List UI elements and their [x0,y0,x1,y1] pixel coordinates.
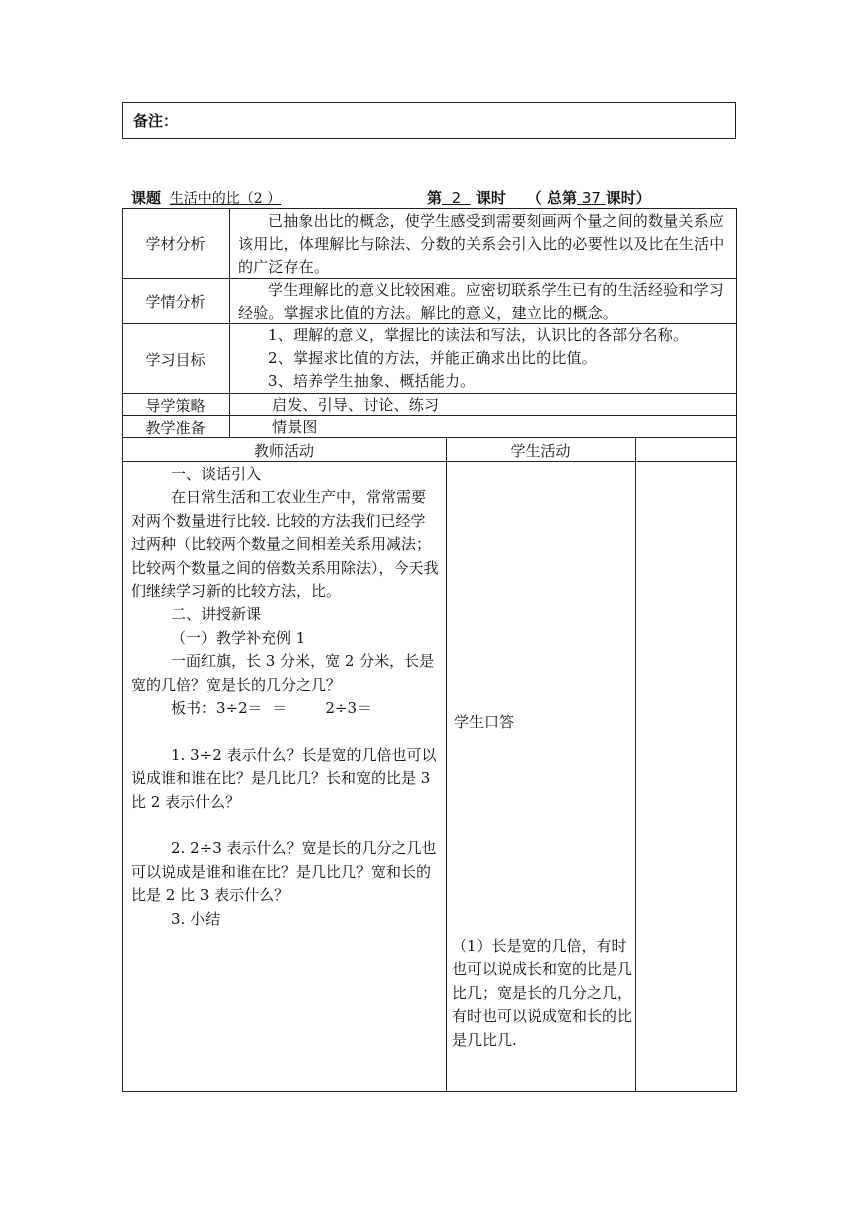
row-divider [122,461,737,462]
period-prefix: 第 [427,189,443,207]
period-suffix: 课时 [475,189,506,207]
summary-heading: 3. 小结 [171,909,221,928]
strategy-label: 导学策略 [145,397,206,415]
board-writing: 板书：3÷2＝ ＝ 2÷3＝ [171,699,372,718]
student-oral-answer: 学生口答 [454,713,515,731]
lesson-topic [131,187,281,208]
teacher-activity-header: 教师活动 [253,442,314,460]
lesson-period [427,187,651,208]
learning-goals-label: 学习目标 [145,351,206,369]
goal-item: 2、掌握求比值的方法，并能正确求出比的比值。 [268,349,597,367]
topic-label: 课题 [131,189,162,207]
period-number: 2 [451,189,462,207]
learner-analysis-text: 学生理解比的意义比较困难。应密切联系学生已有的生活经验和学习经验。掌握求比值的方法。解比的意义，建立比的概念。 [238,281,725,322]
material-analysis-text: 已抽象出比的概念，使学生感受到需要刻画两个量之间的数量关系应该用比，体理解比与除法、分数的关系会引入比的必要性以及比在生活中的广泛存在。 [238,212,725,276]
question-2: 2. 2÷3 表示什么？宽是长的几分之几也可以说成是谁和谁在比？是几比几？宽和长的比是 2 比 3 表示什么？ [131,839,437,905]
table-border-right [736,208,737,1092]
learning-goals-list [268,324,736,393]
total-prefix: （ 总第 [526,189,578,207]
section-title: 二、讲授新课 [171,605,262,624]
table-border-bottom [122,1091,737,1092]
preparation-text: 情景图 [272,418,318,436]
strategy-text: 启发、引导、讨论、练习 [272,396,440,414]
activity-column-divider [446,437,447,1092]
preparation-label: 教学准备 [145,419,206,437]
goal-item: 1、理解的意义，掌握比的读法和写法，认识比的各部分名称。 [268,326,689,344]
goal-item: 3、培养学生抽象、概括能力。 [268,372,476,390]
intro-paragraph: 在日常生活和工农业生产中，常常需要对两个数量进行比较. 比较的方法我们已经学过两种（比较两个数量之间相差关系用减法；比较两个数量之间的倍数关系用除法），今天我们继续学习新的比较方法，比。 [131,488,439,601]
material-analysis-label: 学材分析 [145,235,206,253]
section-title: 一、谈话引入 [171,465,262,483]
remarks-label: 备注： [133,112,179,130]
total-number: 37 [581,189,601,207]
topic-value: 生活中的比（2 ） [169,191,282,207]
teacher-activity-content [131,463,439,931]
student-summary-text: （1）长是宽的几倍，有时也可以说成长和宽的比是几比几；宽是长的几分之几，有时也可以说成宽和长的比是几比几. [452,937,633,1049]
student-activity-header: 学生活动 [510,442,571,460]
label-column-divider [229,208,230,438]
example-text: 一面红旗，长 3 分米，宽 2 分米，长是宽的几倍？宽是长的几分之几？ [131,652,435,694]
total-suffix: 课时） [605,189,651,207]
remarks-box [122,102,736,139]
table-border-top [122,208,737,209]
question-1: 1. 3÷2 表示什么？长是宽的几倍也可以说成谁和谁在比？是几比几？长和宽的比是 3 比 2 表示什么？ [131,745,437,811]
table-border-left [122,208,123,1092]
activity-column-divider [635,437,636,1092]
learner-analysis-label: 学情分析 [145,293,206,311]
subsection-title: （一）教学补充例 1 [171,628,306,647]
